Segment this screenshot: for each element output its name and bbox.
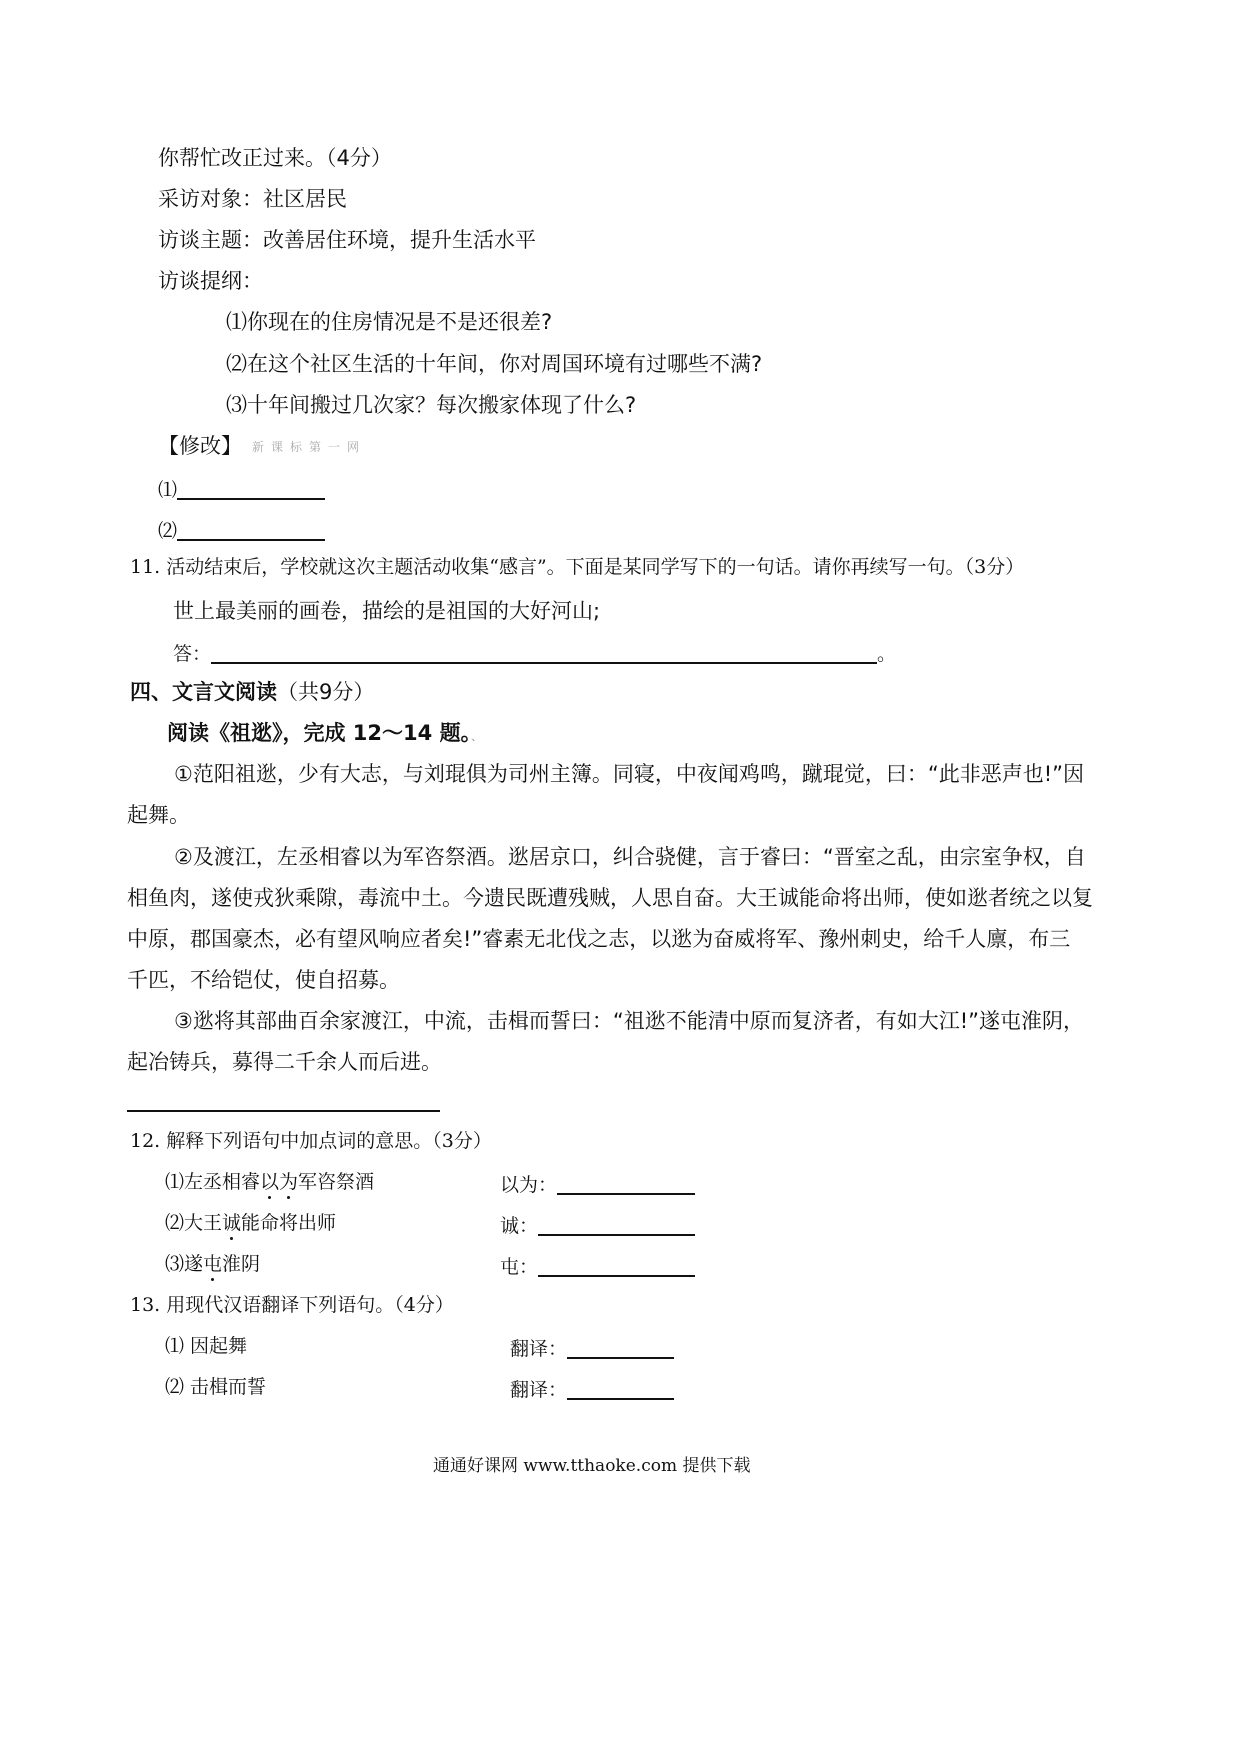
dotted-word: 屯 (203, 1253, 223, 1275)
q12-answer-row (500, 1214, 695, 1236)
q11-answer-label: 答： (173, 643, 212, 665)
watermark-text: 新课标第一网 (252, 440, 367, 454)
passage-line: ②及渡江，左丞相睿以为军咨祭酒。逖居京口，纠合骁健，言于睿曰：“晋室之乱，由宗室争权，自 (174, 845, 1086, 869)
revise-blank-label: ⑵ (158, 520, 178, 542)
q13-answer-label: 翻译： (510, 1338, 568, 1360)
q12-answer-label: 屯： (500, 1256, 539, 1278)
passage-line: 起冶铸兵，募得二千余人而后进。 (127, 1050, 442, 1074)
interview-intro: 你帮忙改正过来。（4分） (158, 146, 392, 170)
q11-prompt: 11. 活动结束后，学校就这次主题活动收集“感言”。下面是某同学写下的一句话。请你再续写一句。（3分） (130, 556, 1025, 578)
q11-answer-blank[interactable] (211, 642, 877, 664)
revise-blank-row (158, 478, 325, 500)
revise-heading (158, 436, 366, 457)
passage-line: ③逖将其部曲百余家渡江，中流，击楫而誓曰：“祖逖不能清中原而复济者，有如大江!”遂屯淮阴， (174, 1009, 1084, 1033)
passage-line: 中原，郡国豪杰，必有望风响应者矣!”睿素无北伐之志，以逖为奋威将军、豫州刺史，给千人廪，布三 (127, 927, 1071, 951)
section-divider (127, 1110, 440, 1112)
q11-given: 世上最美丽的画卷，描绘的是祖国的大好河山; (173, 599, 601, 623)
passage-line: ①范阳祖逖，少有大志，与刘琨俱为司州主簿。同寝，中夜闻鸡鸣，蹴琨觉，曰：“此非恶声也!”因 (174, 762, 1084, 786)
revise-label: 【修改】 (158, 434, 242, 458)
q12-answer-row (500, 1255, 695, 1277)
dotted-word: 以 (260, 1171, 280, 1193)
q13-item: ⑴ 因起舞 (165, 1335, 248, 1357)
dotted-word: 诚 (222, 1212, 242, 1234)
q11-answer-row (173, 642, 896, 664)
revise-blank-label: ⑴ (158, 479, 178, 501)
revise-blank-1[interactable] (177, 478, 325, 500)
q12-answer-blank-1[interactable] (557, 1173, 695, 1195)
q12-answer-blank-2[interactable] (538, 1214, 695, 1236)
q11-answer-end: 。 (877, 643, 897, 665)
q12-answer-blank-3[interactable] (538, 1255, 695, 1277)
dotted-word: 为 (279, 1171, 299, 1193)
interview-target: 采访对象：社区居民 (158, 187, 347, 211)
q12-item: ⑵大王诚能命将出师 (165, 1212, 337, 1234)
passage-line: 相鱼肉，遂使戎狄乘隙，毒流中土。今遗民既遭残贼，人思自奋。大王诚能命将出师，使如逖者统之以复 (127, 886, 1093, 910)
passage-line: 起舞。 (127, 803, 190, 827)
section-title: 四、文言文阅读 (130, 680, 277, 704)
interview-outline-title: 访谈提纲： (158, 269, 263, 293)
q13-item: ⑵ 击楫而誓 (165, 1376, 267, 1398)
page-footer: 通通好课网 www.tthaoke.com 提供下载 (433, 1456, 751, 1476)
q12-answer-row (500, 1173, 695, 1195)
passage-line: 千匹，不给铠仗，使自招募。 (127, 968, 400, 992)
q12-prompt: 12. 解释下列语句中加点词的意思。（3分） (130, 1130, 492, 1152)
revise-blank-2[interactable] (177, 519, 325, 541)
interview-question: ⑶十年间搬过几次家？每次搬家体现了什么? (226, 393, 637, 417)
interview-topic: 访谈主题：改善居住环境，提升生活水平 (158, 228, 536, 252)
q13-answer-blank-2[interactable] (567, 1378, 674, 1400)
instruction-mark: 、 (471, 730, 483, 743)
q13-answer-label: 翻译： (510, 1379, 568, 1401)
q13-answer-row (510, 1378, 674, 1400)
q12-answer-label: 以为： (500, 1174, 558, 1196)
q13-answer-row (510, 1337, 674, 1359)
q12-item: ⑶遂屯淮阴 (165, 1253, 261, 1275)
section-score: （共9分） (277, 680, 375, 704)
q13-answer-blank-1[interactable] (567, 1337, 674, 1359)
section-heading (130, 682, 374, 703)
q13-prompt: 13. 用现代汉语翻译下列语句。（4分） (130, 1294, 454, 1316)
revise-blank-row (158, 519, 325, 541)
interview-question: ⑴你现在的住房情况是不是还很差? (226, 310, 553, 334)
q12-item: ⑴左丞相睿以为军咨祭酒 (165, 1171, 375, 1193)
reading-instruction: 阅读《祖逖》，完成 12～14 题。、 (167, 721, 483, 745)
interview-question: ⑵在这个社区生活的十年间，你对周国环境有过哪些不满? (226, 352, 763, 376)
q12-answer-label: 诚： (500, 1215, 539, 1237)
